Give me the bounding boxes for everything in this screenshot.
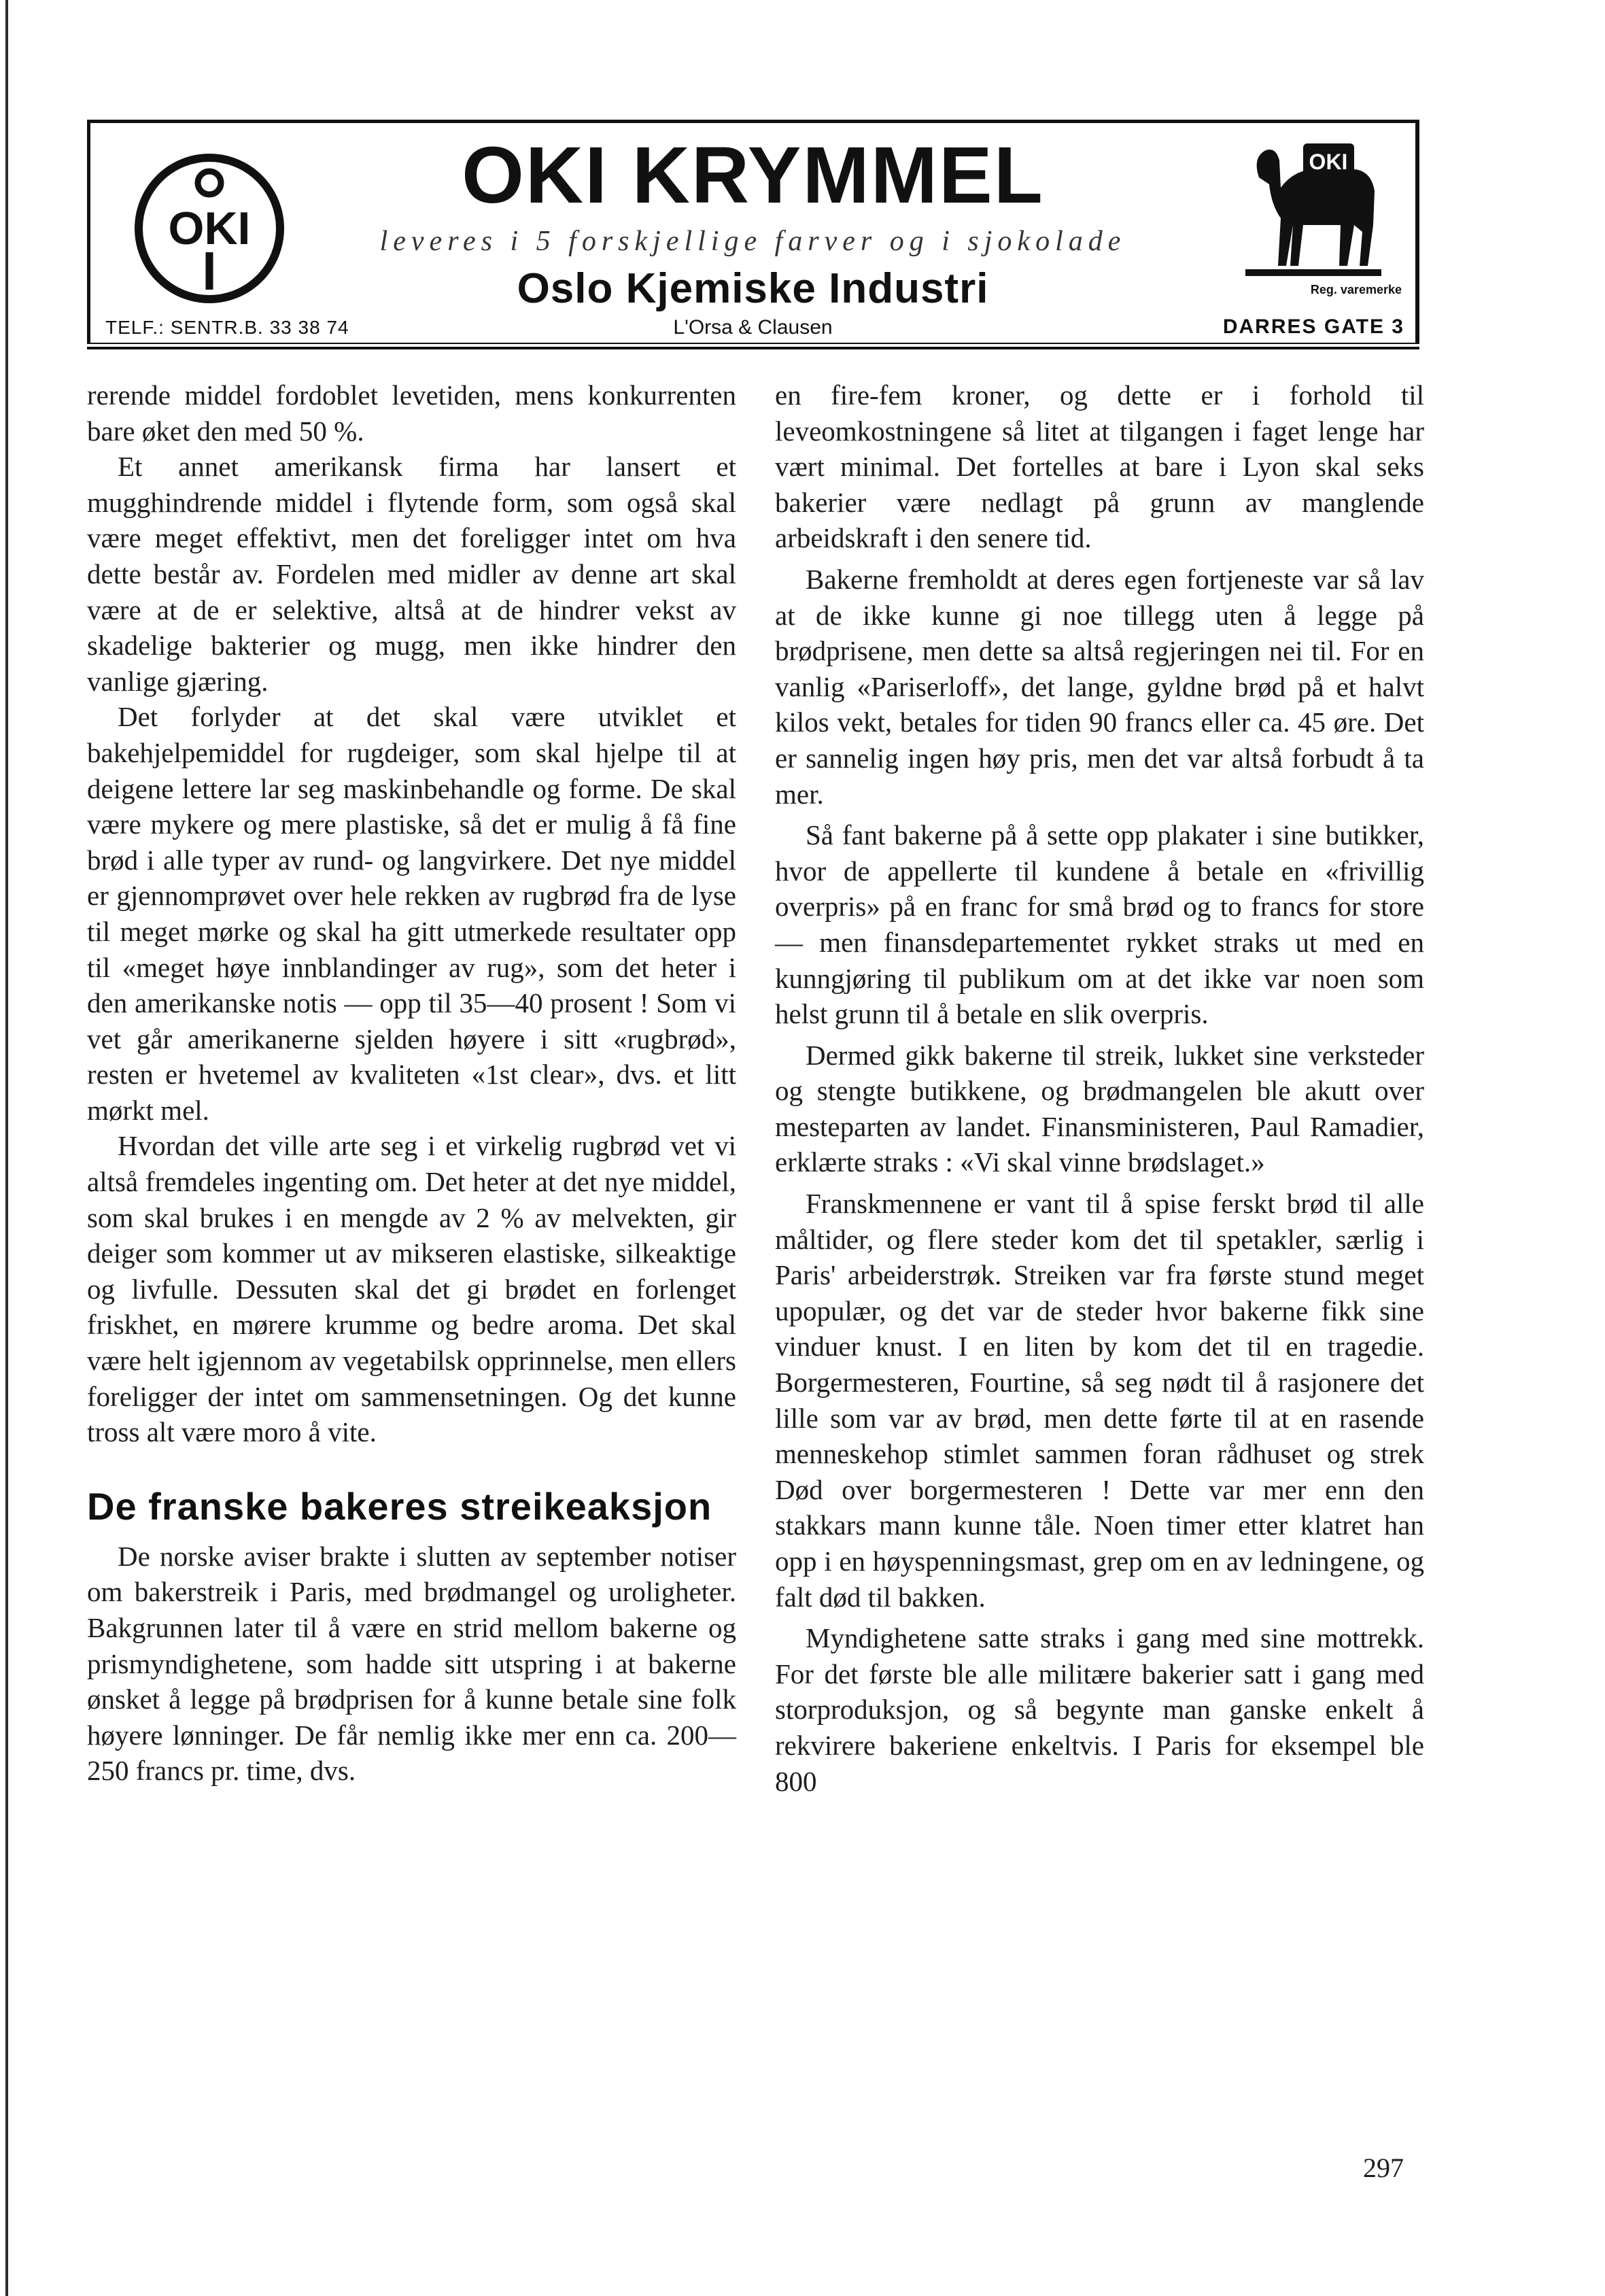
left-column [87, 377, 736, 1789]
right-paragraph: Franskmennene er vant til å spise ferskt brød til alle måltider, og flere steder kom det til spetakler, særlig i Paris' arbeiderstrøk. Streiken var fra første stund meget upopulær, og det var de steder hvor bakerne fikk sine vinduer knust. I en liten by kom det til en tragedie. Borgermesteren, Fourtine, så seg nødt til å rasjonere det lille som var av brød, men dette førte til at en rasende menneskehop stimlet sammen foran rådhuset og strek Død over borgermesteren ! Dette var mer enn den stakkars mann kunne tåle. Noen timer etter klatret han opp i en høyspenningsmast, grep om en av ledningene, og falt død til bakken. [775, 1188, 1424, 1613]
camel-badge-text: OKI [1309, 150, 1348, 174]
ad-sub: L'Orsa & Clausen [673, 316, 833, 339]
left-paragraph: rerende middel fordoblet levetiden, mens konkurrenten bare øket den med 50 %. [87, 379, 736, 447]
left-paragraph: Hvordan det ville arte seg i et virkelig rugbrød vet vi altså fremdeles ingenting om. Det heter at det nye middel, som skal brukes i en mengde av 2 % av melvekten, gir deiger som kommer ut av mikseren elastiske, silkeaktige og livfulle. Dessuten skal det gi brødet en forlenget friskhet, en mørere krumme og bedre aroma. Det skal være helt igjennom av vegetabilsk opprinnelse, men ellers foreligger der intet om sammensetningen. Og det kunne tross alt være moro å vite. [87, 1130, 736, 1448]
advertisement [87, 120, 1419, 344]
right-column [775, 377, 1424, 1799]
ad-company: Oslo Kjemiske Industri [517, 265, 989, 312]
camel-icon [1239, 130, 1388, 283]
right-paragraph: Myndighetene satte straks i gang med sine mottrekk. For det første ble alle militære bakerier satt i gang med storproduksjon, og så begynte man ganske enkelt å rekvirere bakeriene enkeltvis. I Paris for eksempel ble 800 [775, 1622, 1424, 1797]
ad-phone: TELF.: SENTR.B. 33 38 74 [105, 317, 349, 338]
section-heading: De franske bakeres streikeaksjon [87, 1484, 712, 1528]
ad-title: OKI KRYMMEL [462, 131, 1044, 220]
scan-edge [5, 0, 8, 2296]
ad-tagline: leveres i 5 forskjellige farver og i sjokolade [379, 226, 1126, 257]
right-paragraph: en fire-fem kroner, og dette er i forhold til leveomkostningene så litet at tilgangen i faget lenge har vært minimal. Det fortelles at bare i Lyon skal seks bakerier være nedlagt på grunn av manglende arbeidskraft i den senere tid. [775, 379, 1424, 554]
ad-address: DARRES GATE 3 [1222, 315, 1404, 338]
right-paragraph: Så fant bakerne på å sette opp plakater i sine butikker, hvor de appellerte til kundene å betale en «frivillig overpris» på en franc for små brød og to francs for store — men finansdepartementet rykket straks ut med en kunngjøring til publikum om at det ikke var noen som helst grunn til å betale en slik overpris. [775, 819, 1424, 1030]
ad-divider [87, 347, 1419, 349]
left-paragraph: Et annet amerikansk firma har lansert et mugghindrende middel i flytende form, som også skal være meget effektivt, men det foreligger intet om hva dette består av. Fordelen med midler av denne art skal være at de er selektive, altså at de hindrer vekst av skadelige bakterier og mugg, men ikke hindrer den vanlige gjæring. [87, 451, 736, 697]
page-number: 297 [1363, 2153, 1404, 2183]
right-paragraph: Dermed gikk bakerne til streik, lukket sine verksteder og stengte butikkene, og brødmangelen ble akutt over mesteparten av landet. Finansministeren, Paul Ramadier, erklærte straks : «Vi skal vinne brødslaget.» [775, 1039, 1424, 1178]
trademark-label: Reg. varemerke [1310, 283, 1402, 296]
left-paragraph: De norske aviser brakte i slutten av september notiser om bakerstreik i Paris, med brødmangel og uroligheter. Bakgrunnen later til å være en strid mellom bakerne og prismyndighetene, som hadde sitt utspring i at bakerne ønsket å legge på brødprisen for å kunne betale sine folk høyere lønninger. De får nemlig ikke mer enn ca. 200—250 francs pr. time, dvs. [87, 1540, 736, 1787]
right-paragraph: Bakerne fremholdt at deres egen fortjeneste var så lav at de ikke kunne gi noe tillegg uten å legge på brødprisene, men dette sa altså regjeringen nei til. For en vanlig «Pariserloff», det lange, gyldne brød på et halvt kilos vekt, betales for tiden 90 francs eller ca. 45 øre. Det er sannelig ingen høy pris, men det var altså forbudt å ta mer. [775, 563, 1424, 810]
left-paragraph: Det forlyder at det skal være utviklet et bakehjelpemiddel for rugdeiger, som skal hjelpe til at deigene lettere lar seg maskinbehandle og forme. De skal være mykere og mere plastiske, så det er mulig å få fine brød i alle typer av rund- og langvirkere. Det nye middel er gjennomprøvet over hele rekken av rugbrød fra de lyse til meget mørke og skal ha gitt utmerkede resultater opp til «meget høye innblandinger av rug», som det heter i den amerikanske notis — opp til 35—40 prosent ! Som vi vet går amerikanerne sjelden høyere i sitt «rugbrød», resten er hvetemel av kvaliteten «1st clear», dvs. et litt mørkt mel. [87, 701, 736, 1126]
oki-logo-text: OKI [168, 203, 251, 254]
